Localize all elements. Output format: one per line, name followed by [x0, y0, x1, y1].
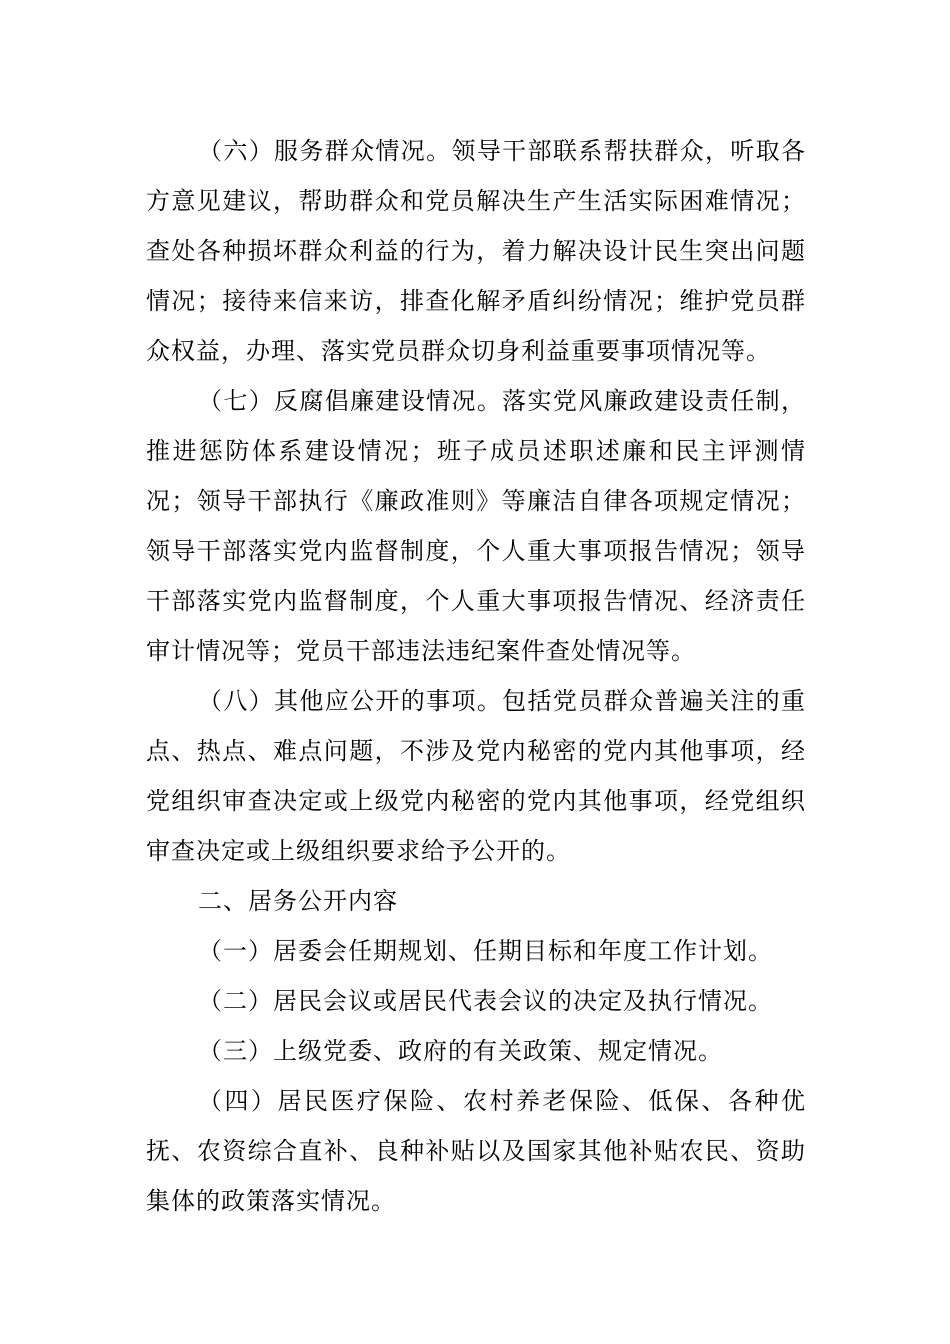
paragraph-other-matters: （八）其他应公开的事项。包括党员群众普遍关注的重点、热点、难点问题，不涉及党内秘密的党内其他事项，经党组织审查决定或上级党内秘密的党内其他事项，经党组织审查决定或上级组织要求给予公开的。 [146, 687, 806, 865]
document-page [146, 126, 806, 1226]
paragraph-item-4: （四）居民医疗保险、农村养老保险、低保、各种优抚、农资综合直补、良种补贴以及国家其他补贴农民、资助集体的政策落实情况。 [146, 1087, 806, 1215]
section-heading-residence-affairs: 二、居务公开内容 [198, 887, 398, 915]
paragraph-item-3: （三）上级党委、政府的有关政策、规定情况。 [198, 1037, 723, 1065]
paragraph-item-1: （一）居委会任期规划、任期目标和年度工作计划。 [198, 937, 773, 965]
paragraph-service-masses: （六）服务群众情况。领导干部联系帮扶群众，听取各方意见建议，帮助群众和党员解决生产生活实际困难情况；查处各种损坏群众利益的行为，着力解决设计民生突出问题情况；接待来信来访，排查化解矛盾纠纷情况；维护党员群众权益，办理、落实党员群众切身利益重要事项情况等。 [146, 137, 806, 365]
paragraph-item-2: （二）居民会议或居民代表会议的决定及执行情况。 [198, 987, 773, 1015]
paragraph-anti-corruption: （七）反腐倡廉建设情况。落实党风廉政建设责任制，推进惩防体系建设情况；班子成员述职述廉和民主评测情况；领导干部执行《廉政准则》等廉洁自律各项规定情况；领导干部落实党内监督制度，个人重大事项报告情况；领导干部落实党内监督制度，个人重大事项报告情况、经济责任审计情况等；党员干部违法违纪案件查处情况等。 [146, 387, 806, 665]
